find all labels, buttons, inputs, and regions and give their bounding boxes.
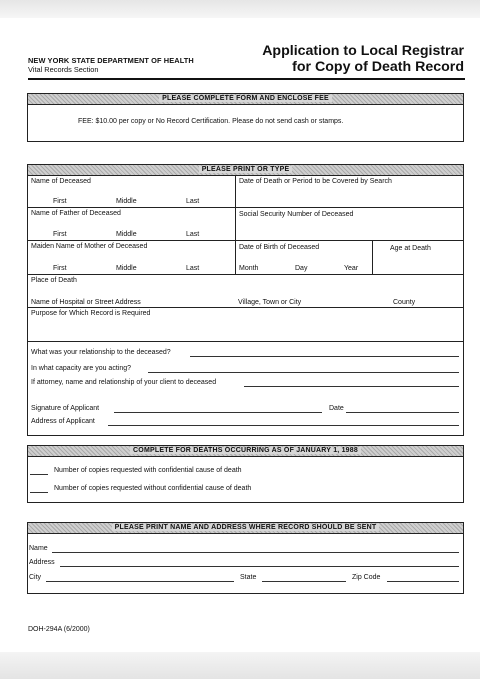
form-title <box>262 44 464 75</box>
first-label: First <box>53 231 67 238</box>
address-of-applicant-label: Address of Applicant <box>31 418 95 425</box>
department-header <box>28 57 194 74</box>
deaths-section <box>27 445 464 503</box>
capacity-line[interactable] <box>148 372 459 373</box>
section-name: Vital Records Section <box>28 64 99 74</box>
row-divider <box>28 307 463 308</box>
relationship-line[interactable] <box>190 356 459 357</box>
year-label: Year <box>344 265 359 272</box>
attorney-label: If attorney, name and relationship of your client to deceased <box>31 379 217 386</box>
age-at-death-label: Age at Death <box>390 245 431 252</box>
column-divider <box>235 175 236 274</box>
send-name-line[interactable] <box>52 552 459 553</box>
fee-text: FEE: $10.00 per copy or No Record Certification. Please do not send cash or stamps. <box>78 118 344 125</box>
middle-label: Middle <box>116 265 137 272</box>
place-of-death-label: Place of Death <box>31 277 77 284</box>
form-number: DOH-294A (6/2000) <box>28 626 90 633</box>
date-label: Date <box>329 405 344 412</box>
address-of-applicant-line[interactable] <box>108 425 459 426</box>
attorney-line[interactable] <box>244 386 459 387</box>
hospital-label: Name of Hospital or Street Address <box>31 299 141 306</box>
copies-without-cause-label: Number of copies requested without confidential cause of death <box>54 485 252 492</box>
last-label: Last <box>186 265 200 272</box>
copies-without-cause-blank[interactable] <box>30 492 48 493</box>
row-divider <box>28 274 463 275</box>
row-divider <box>28 341 463 342</box>
send-state-label: State <box>240 574 257 581</box>
send-city-label: City <box>29 574 42 581</box>
print-section-heading: PLEASE PRINT OR TYPE <box>28 165 463 176</box>
last-label: Last <box>186 231 200 238</box>
send-address-label: Address <box>29 559 55 566</box>
form-title-line1: Application to Local Registrar <box>262 43 464 59</box>
copies-with-cause-label: Number of copies requested with confidential cause of death <box>54 467 242 474</box>
signature-line[interactable] <box>114 412 322 413</box>
date-of-birth-label: Date of Birth of Deceased <box>239 244 320 251</box>
deaths-section-heading: COMPLETE FOR DEATHS OCCURRING AS OF JANUARY 1, 1988 <box>28 446 463 457</box>
date-line[interactable] <box>346 412 459 413</box>
purpose-label: Purpose for Which Record is Required <box>31 310 151 317</box>
row-divider <box>28 240 463 241</box>
fee-section-heading: PLEASE COMPLETE FORM AND ENCLOSE FEE <box>28 94 463 105</box>
county-label: County <box>393 299 416 306</box>
title-divider <box>28 78 465 80</box>
print-or-type-section <box>27 164 464 436</box>
row-divider <box>28 207 463 208</box>
ssn-label: Social Security Number of Deceased <box>239 211 354 218</box>
maiden-name-mother-label: Maiden Name of Mother of Deceased <box>31 243 148 250</box>
form-title-line2: for Copy of Death Record <box>292 58 464 75</box>
name-of-deceased-label: Name of Deceased <box>31 178 91 185</box>
name-of-father-label: Name of Father of Deceased <box>31 210 121 217</box>
department-name: NEW YORK STATE DEPARTMENT OF HEALTH <box>28 56 194 65</box>
scan-edge-top <box>0 0 480 18</box>
day-label: Day <box>295 265 308 272</box>
first-label: First <box>53 198 67 205</box>
date-of-death-label: Date of Death or Period to be Covered by Search <box>239 178 392 185</box>
send-zip-label: Zip Code <box>352 574 381 581</box>
relationship-label: What was your relationship to the deceased? <box>31 349 171 356</box>
middle-label: Middle <box>116 198 137 205</box>
send-zip-line[interactable] <box>387 581 459 582</box>
middle-label: Middle <box>116 231 137 238</box>
village-label: Village, Town or City <box>238 299 302 306</box>
send-state-line[interactable] <box>262 581 346 582</box>
send-city-line[interactable] <box>46 581 234 582</box>
send-name-label: Name <box>29 545 48 552</box>
copies-with-cause-blank[interactable] <box>30 474 48 475</box>
first-label: First <box>53 265 67 272</box>
scan-edge-bottom <box>0 652 480 679</box>
signature-label: Signature of Applicant <box>31 405 100 412</box>
month-label: Month <box>239 265 259 272</box>
age-divider <box>372 240 373 274</box>
send-section-heading: PLEASE PRINT NAME AND ADDRESS WHERE RECORD SHOULD BE SENT <box>28 523 463 534</box>
send-address-line[interactable] <box>60 566 459 567</box>
last-label: Last <box>186 198 200 205</box>
capacity-label: In what capacity are you acting? <box>31 365 132 372</box>
send-to-section <box>27 522 464 594</box>
fee-section <box>27 93 464 142</box>
